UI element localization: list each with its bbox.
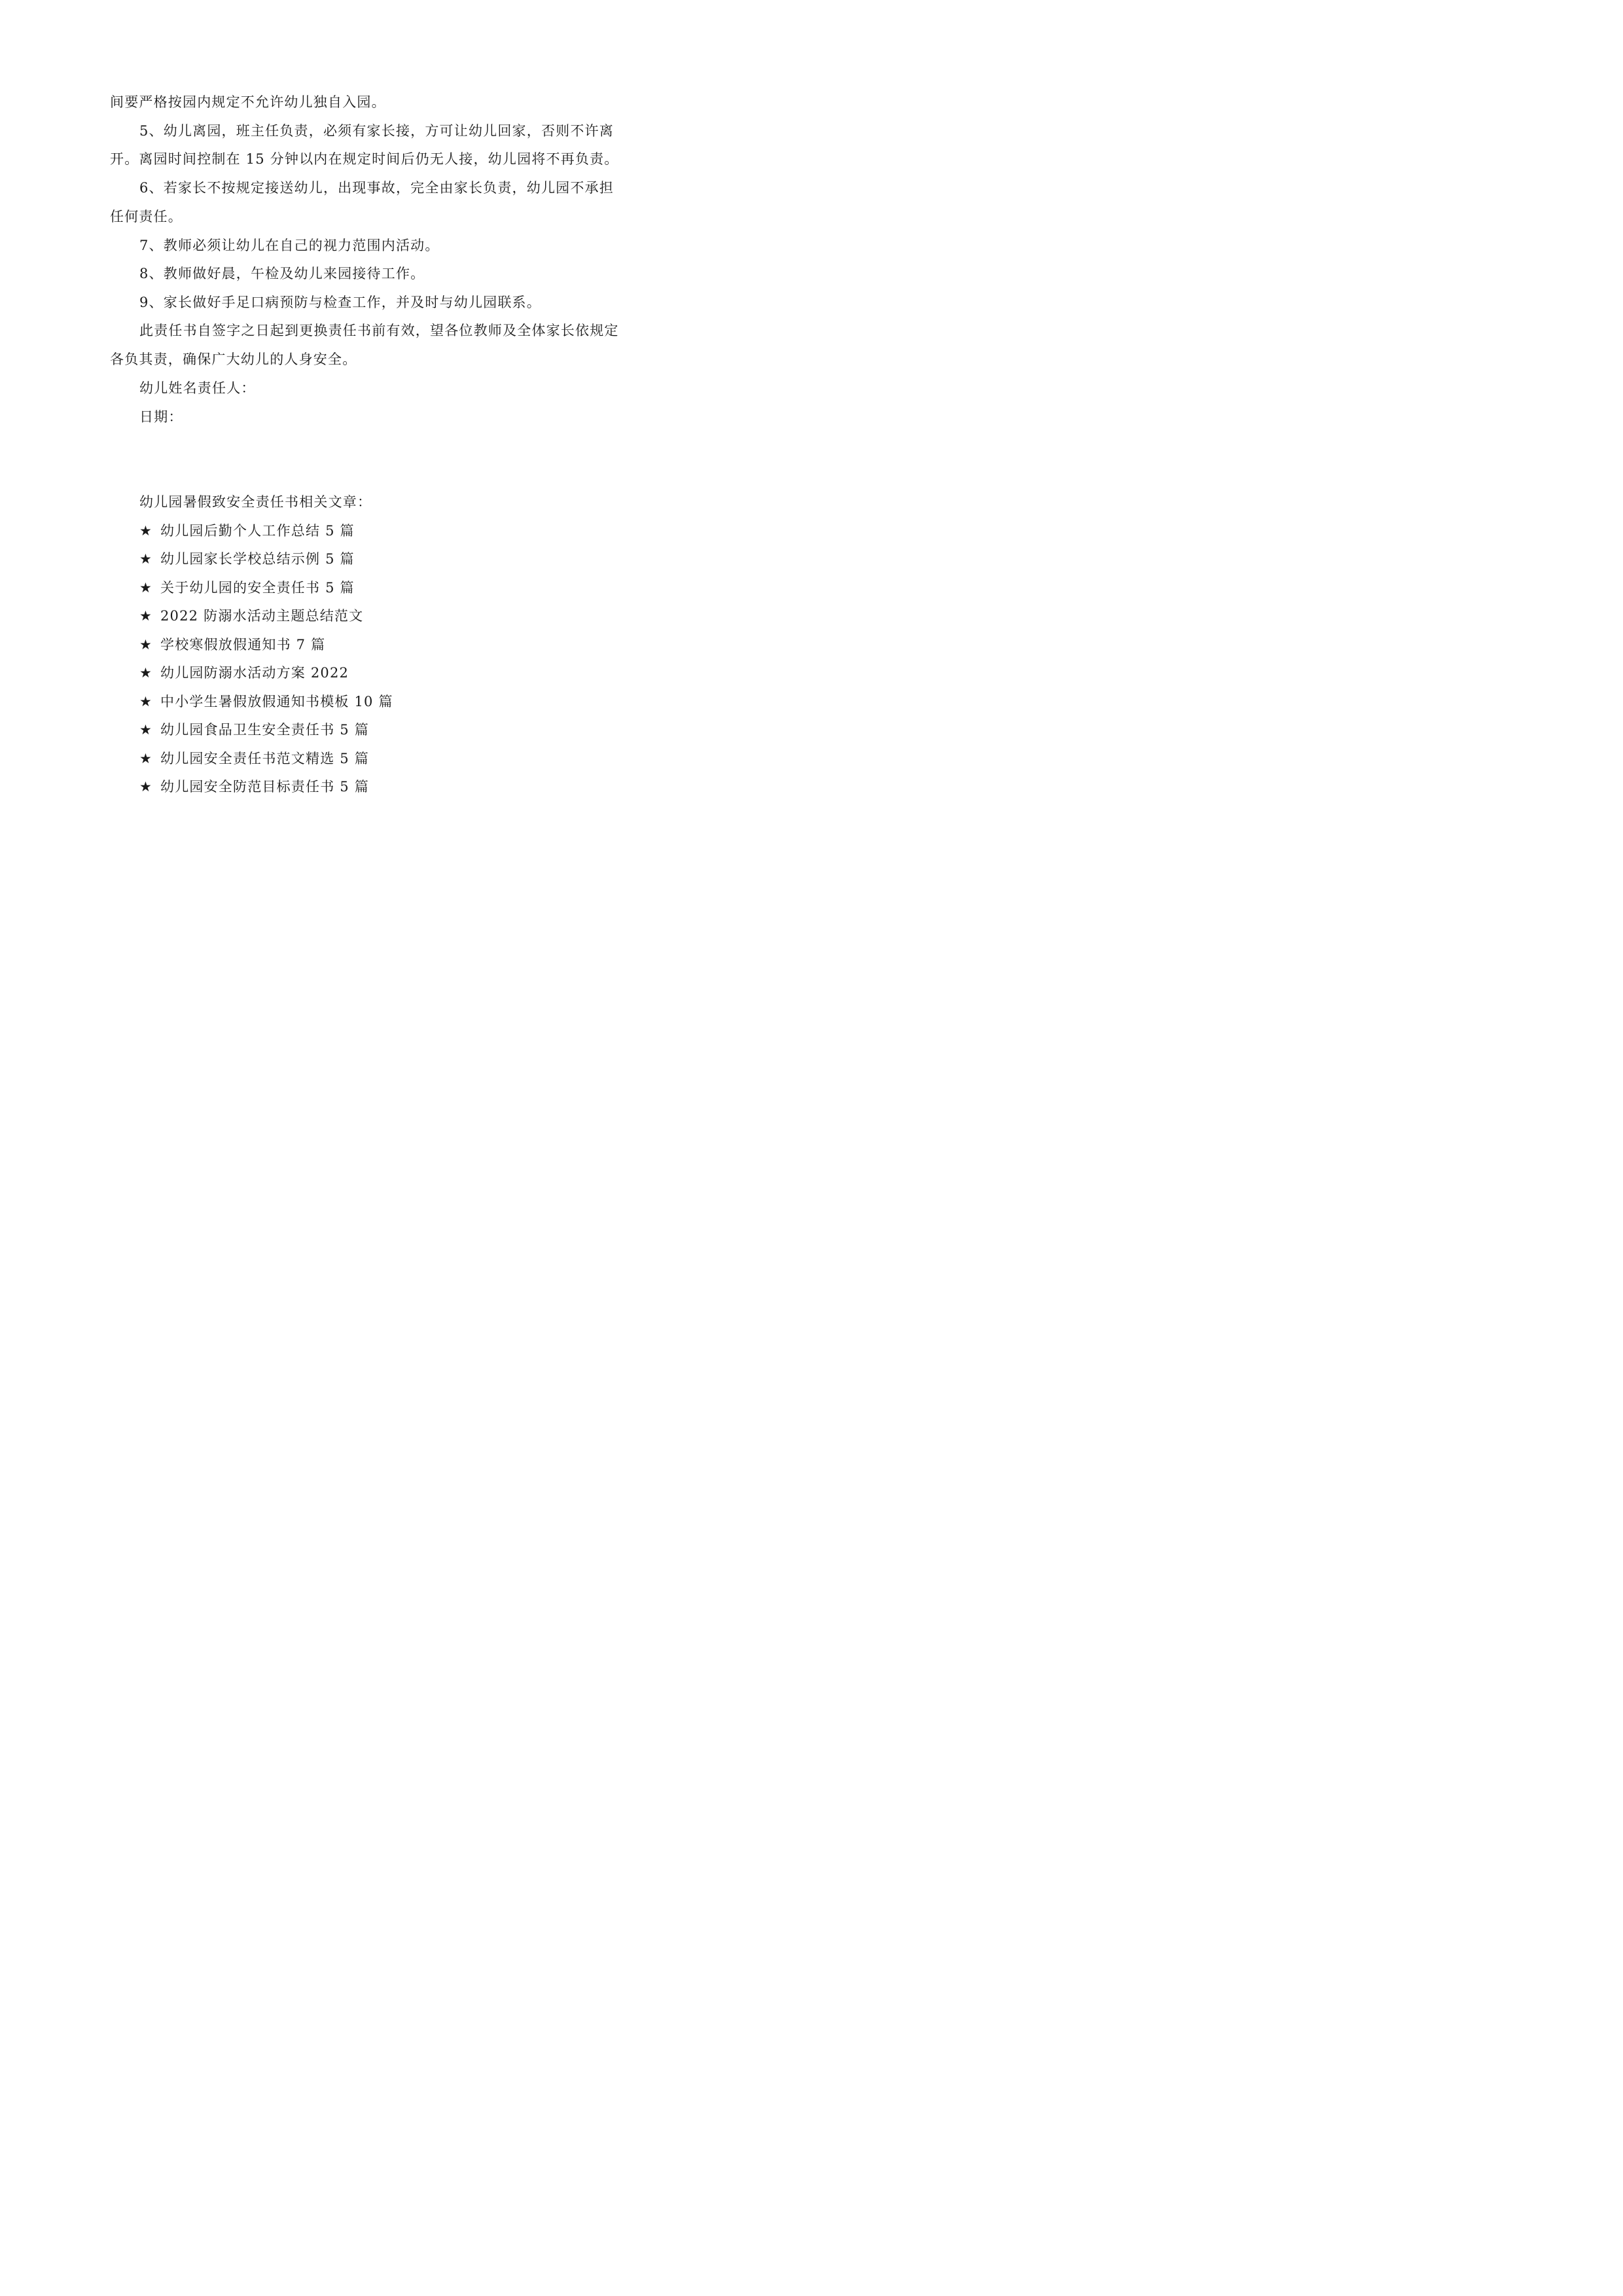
body-line: 任何责任。 (110, 209, 183, 224)
related-article-title[interactable]: 关于幼儿园的安全责任书 5 篇 (160, 580, 355, 596)
star-icon: ★ (139, 608, 153, 624)
star-icon: ★ (139, 722, 153, 738)
related-article-link[interactable] (139, 664, 650, 682)
document-page (0, 0, 726, 1026)
related-article-link[interactable] (139, 522, 650, 540)
related-article-link[interactable] (139, 749, 650, 768)
star-icon: ★ (139, 751, 153, 766)
related-article-title[interactable]: 2022 防溺水活动主题总结范文 (160, 608, 364, 624)
star-icon: ★ (139, 694, 153, 709)
related-article-title[interactable]: 幼儿园食品卫生安全责任书 5 篇 (160, 722, 369, 738)
body-line: 此责任书自签字之日起到更换责任书前有效，望各位教师及全体家长依规定 (139, 323, 619, 338)
related-articles-heading: 幼儿园暑假致安全责任书相关文章： (139, 494, 372, 510)
related-article-link[interactable] (139, 778, 650, 796)
related-article-title[interactable]: 幼儿园防溺水活动方案 2022 (160, 665, 349, 681)
related-article-title[interactable]: 幼儿园安全防范目标责任书 5 篇 (160, 779, 369, 795)
star-icon: ★ (139, 523, 153, 539)
body-line: 7、教师必须让幼儿在自己的视力范围内活动。 (139, 238, 440, 253)
body-line: 9、家长做好手足口病预防与检查工作，并及时与幼儿园联系。 (139, 295, 541, 310)
signature-label: 幼儿姓名责任人： (139, 380, 256, 396)
star-icon: ★ (139, 580, 153, 596)
body-line: 开。离园时间控制在 15 分钟以内在规定时间后仍无人接，幼儿园将不再负责。 (110, 151, 619, 167)
related-article-link[interactable] (139, 607, 650, 625)
related-article-link[interactable] (139, 636, 650, 654)
body-line: 间要严格按园内规定不允许幼儿独自入园。 (110, 94, 386, 110)
related-article-link[interactable] (139, 579, 650, 597)
related-article-title[interactable]: 学校寒假放假通知书 7 篇 (160, 637, 326, 653)
star-icon: ★ (139, 637, 153, 653)
related-article-title[interactable]: 幼儿园安全责任书范文精选 5 篇 (160, 751, 369, 766)
body-line: 各负其责，确保广大幼儿的人身安全。 (110, 351, 357, 367)
date-label: 日期： (139, 409, 183, 425)
related-article-title[interactable]: 幼儿园后勤个人工作总结 5 篇 (160, 523, 355, 539)
related-article-link[interactable] (139, 550, 650, 568)
related-article-title[interactable]: 中小学生暑假放假通知书模板 10 篇 (160, 694, 393, 709)
body-line: 8、教师做好晨，午检及幼儿来园接待工作。 (139, 266, 425, 281)
star-icon: ★ (139, 551, 153, 567)
related-article-title[interactable]: 幼儿园家长学校总结示例 5 篇 (160, 551, 355, 567)
star-icon: ★ (139, 665, 153, 681)
body-line: 6、若家长不按规定接送幼儿，出现事故，完全由家长负责，幼儿园不承担 (139, 180, 614, 196)
star-icon: ★ (139, 779, 153, 795)
related-article-link[interactable] (139, 721, 650, 739)
related-article-link[interactable] (139, 692, 650, 711)
body-line: 5、幼儿离园，班主任负责，必须有家长接，方可让幼儿回家，否则不许离 (139, 123, 614, 139)
